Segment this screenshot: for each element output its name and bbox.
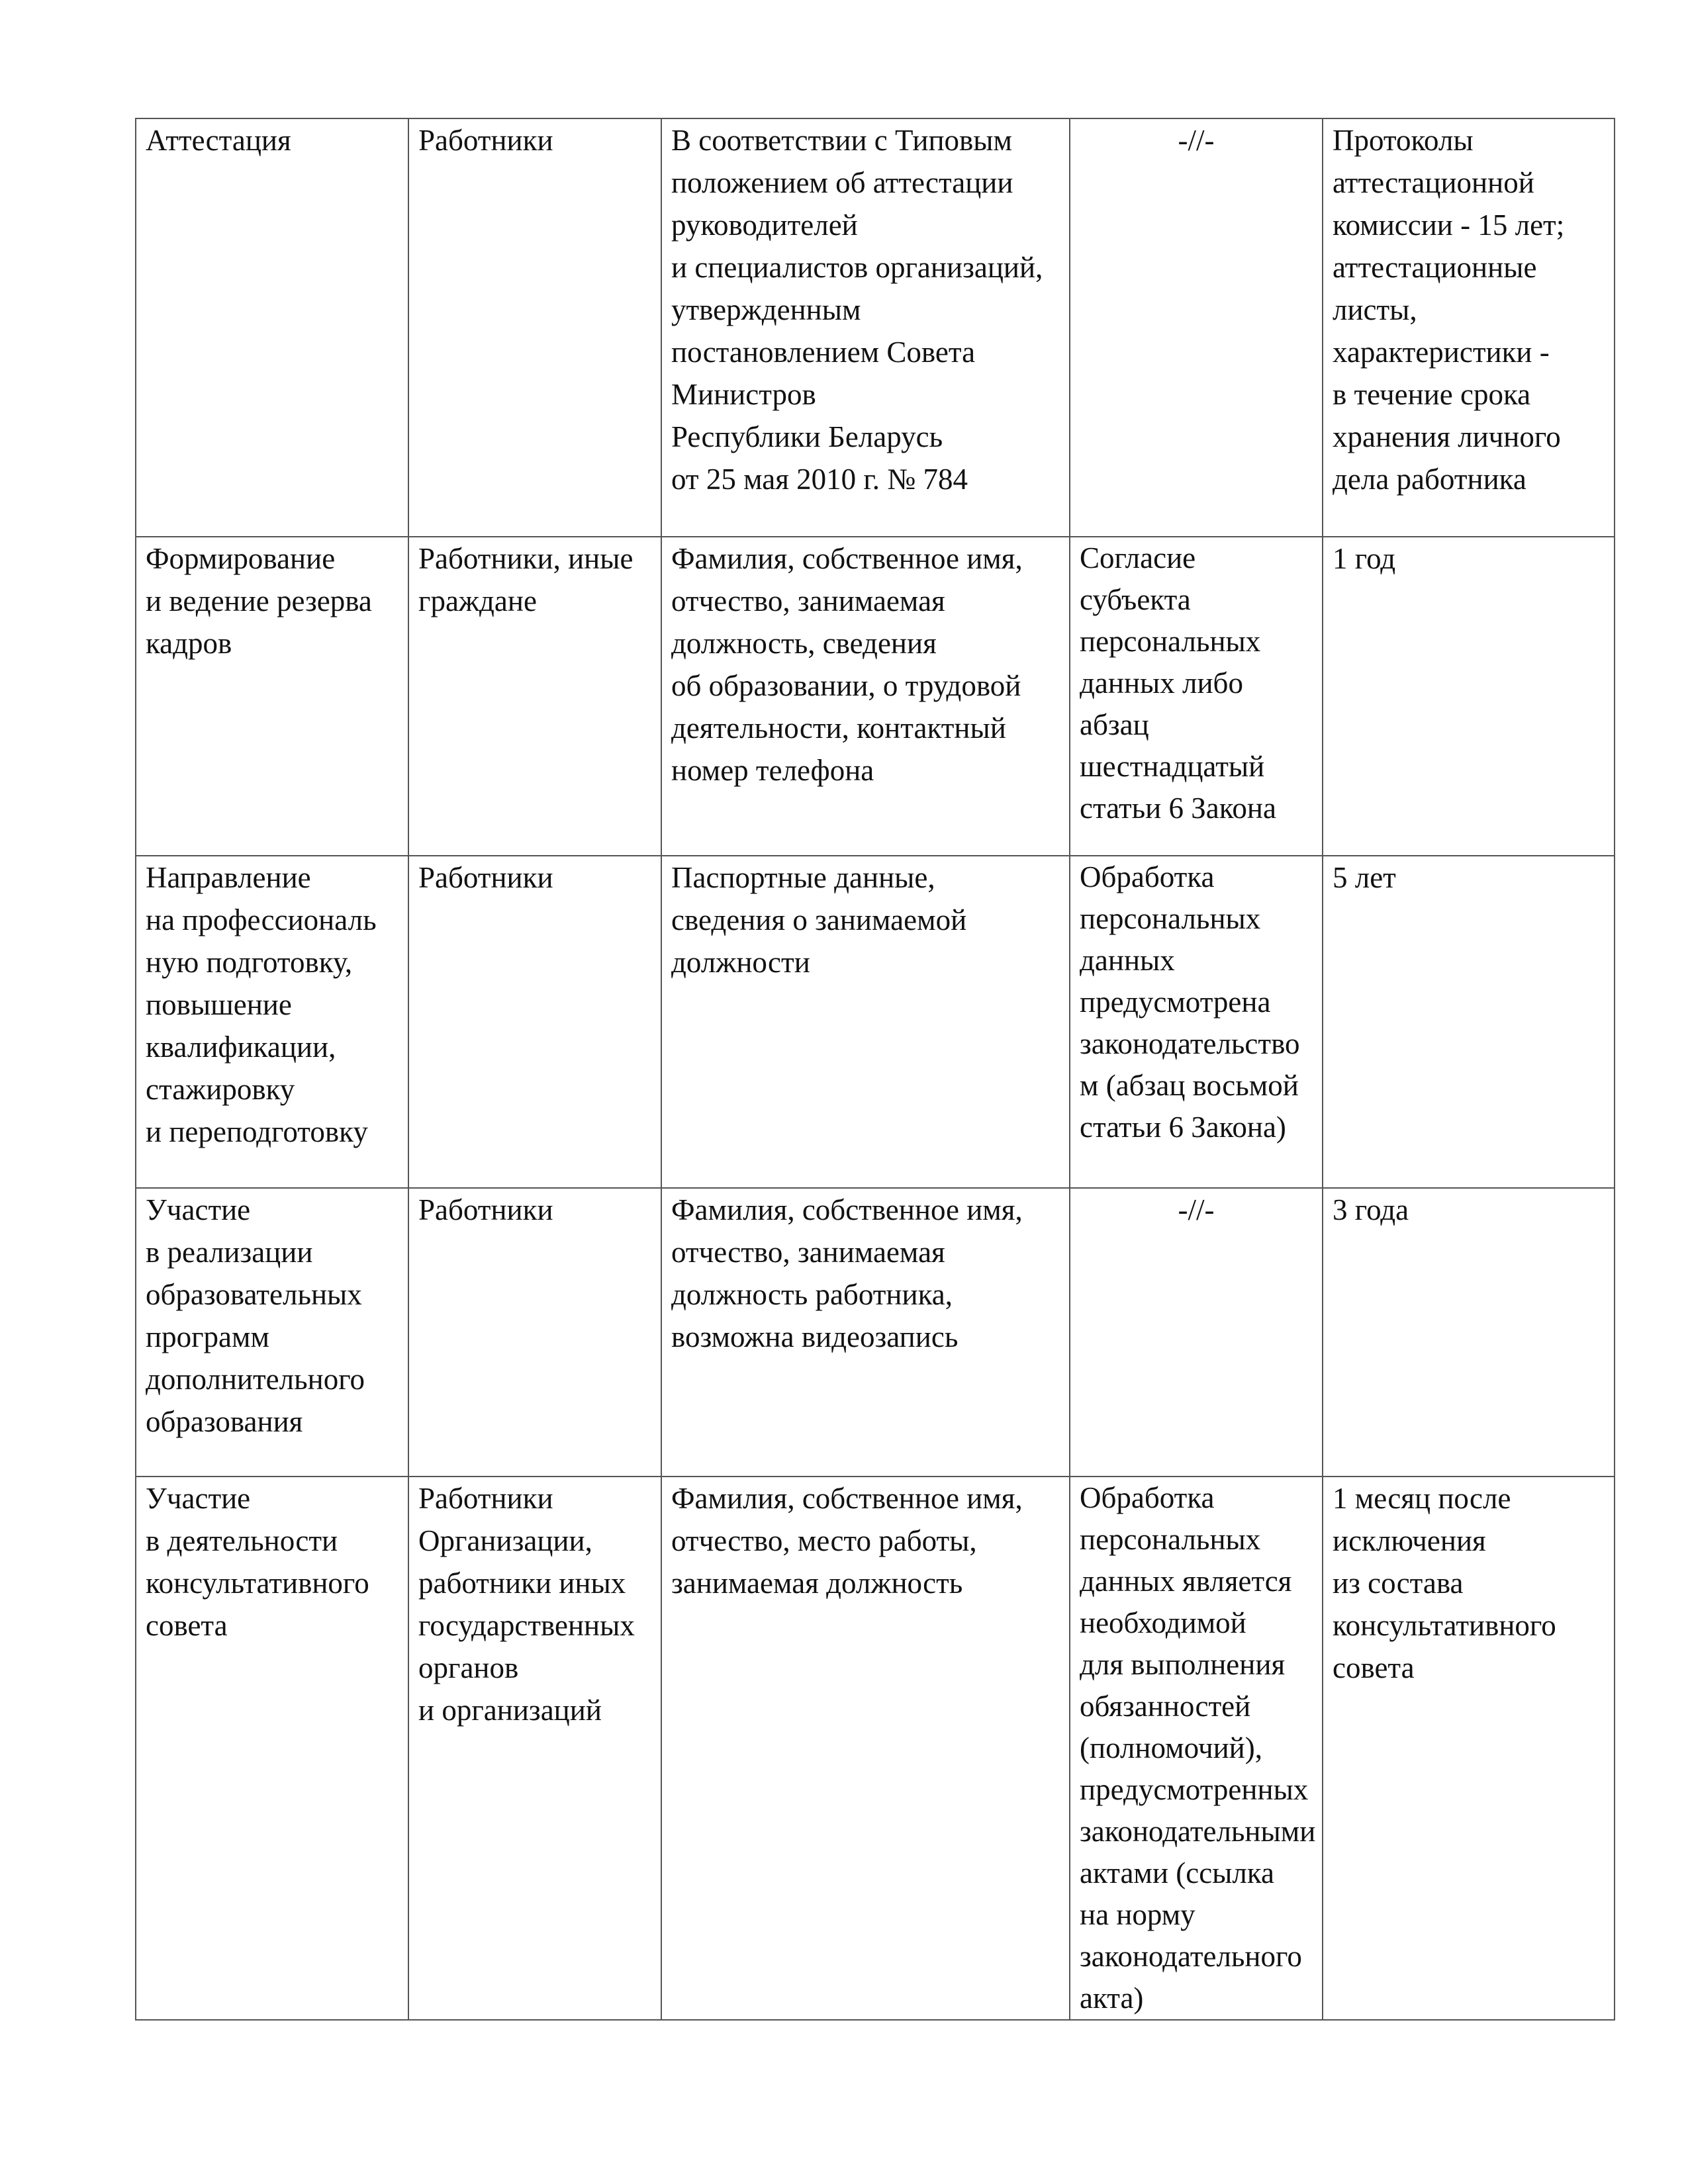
cell-text-line: 1 месяц после <box>1333 1482 1511 1515</box>
cell-text-line: консультативного <box>1333 1609 1556 1642</box>
cell-legal-basis <box>1070 537 1322 829</box>
cell-text-line: обязанностей <box>1080 1690 1251 1723</box>
cell-text-line: комиссии - 15 лет; <box>1333 208 1565 242</box>
cell-personal-data-list <box>662 856 1069 983</box>
cell-text-line: и переподготовку <box>146 1115 368 1148</box>
cell-text-line: положением об аттестации <box>671 166 1013 199</box>
personal-data-table <box>135 118 1615 2021</box>
cell-data-subjects <box>409 856 661 899</box>
cell-text-line: предусмотрена <box>1080 985 1271 1019</box>
cell-text-line: 3 года <box>1333 1193 1409 1226</box>
cell-data-subjects <box>409 1189 661 1231</box>
cell-text-line: консультативного <box>146 1567 369 1600</box>
cell-text-line: Участие <box>146 1193 251 1226</box>
cell-text-line: статьи 6 Закона <box>1080 792 1276 825</box>
cell-legal-basis <box>1070 119 1322 161</box>
cell-storage-term <box>1323 1189 1614 1231</box>
cell-text-line: 1 год <box>1333 542 1396 575</box>
cell-text-line: руководителей <box>671 208 858 242</box>
cell-text-line: государственных <box>418 1609 635 1642</box>
cell-text-line: ную подготовку, <box>146 946 353 979</box>
cell-text-line: и ведение резерва <box>146 584 372 617</box>
cell-text-line: В соответствии с Типовым <box>671 124 1012 157</box>
cell-storage-term <box>1323 1477 1614 1689</box>
cell-text-line: 5 лет <box>1333 861 1396 894</box>
cell-text-line: в реализации <box>146 1236 313 1269</box>
cell-text-line: квалификации, <box>146 1030 336 1064</box>
cell-text-line: акта) <box>1080 1981 1144 2015</box>
cell-text-line: на профессиональ <box>146 903 377 936</box>
cell-text-line: должность работника, <box>671 1278 953 1311</box>
cell-text-line: деятельности, контактный <box>671 711 1006 745</box>
cell-text-line: и специалистов организаций, <box>671 251 1043 284</box>
cell-text-line: Протоколы <box>1333 124 1474 157</box>
cell-text-line: и организаций <box>418 1694 602 1727</box>
cell-text-line: Обработка <box>1080 1481 1215 1514</box>
cell-text-line: образования <box>146 1405 303 1438</box>
cell-processing-purpose <box>136 1189 408 1443</box>
cell-text-line: данных является <box>1080 1565 1292 1598</box>
cell-text-line: должность, сведения <box>671 627 937 660</box>
cell-text-line: Республики Беларусь <box>671 420 943 453</box>
cell-text-line: законодательного <box>1080 1940 1302 1973</box>
cell-text-line: номер телефона <box>671 754 874 787</box>
cell-text-line: статьи 6 Закона) <box>1080 1111 1286 1144</box>
cell-text-line: листы, <box>1333 293 1417 326</box>
cell-text-line: необходимой <box>1080 1606 1246 1639</box>
cell-text-line: должности <box>671 946 810 979</box>
cell-text-line: персональных <box>1080 902 1261 935</box>
cell-text-line: отчество, место работы, <box>671 1524 977 1557</box>
cell-personal-data-list <box>662 1477 1069 1604</box>
cell-text-line: программ <box>146 1320 269 1353</box>
cell-text-line: -//- <box>1178 124 1215 157</box>
cell-text-line: м (абзац восьмой <box>1080 1069 1299 1102</box>
cell-text-line: законодательство <box>1080 1027 1300 1060</box>
cell-text-line: работники иных <box>418 1567 626 1600</box>
cell-text-line: аттестационной <box>1333 166 1534 199</box>
cell-text-line: сведения о занимаемой <box>671 903 967 936</box>
cell-text-line: характеристики - <box>1333 336 1550 369</box>
cell-text-line: совета <box>146 1609 228 1642</box>
cell-text-line: Участие <box>146 1482 251 1515</box>
cell-text-line: предусмотренных <box>1080 1773 1309 1806</box>
cell-personal-data-list <box>662 1189 1069 1358</box>
cell-text-line: Работники, иные <box>418 542 633 575</box>
cell-text-line: Работники <box>418 1482 553 1515</box>
table-row <box>136 537 1615 856</box>
cell-legal-basis <box>1070 1477 1322 2019</box>
cell-text-line: граждане <box>418 584 537 617</box>
table-row <box>136 118 1615 537</box>
cell-text-line: из состава <box>1333 1567 1464 1600</box>
cell-text-line: Фамилия, собственное имя, <box>671 1482 1023 1515</box>
cell-text-line: возможна видеозапись <box>671 1320 959 1353</box>
cell-text-line: дополнительного <box>146 1363 365 1396</box>
cell-text-line: (полномочий), <box>1080 1731 1262 1764</box>
cell-text-line: Обработка <box>1080 860 1215 893</box>
cell-text-line: Формирование <box>146 542 336 575</box>
cell-text-line: в течение срока <box>1333 378 1531 411</box>
cell-text-line: совета <box>1333 1651 1415 1684</box>
cell-text-line: аттестационные <box>1333 251 1537 284</box>
cell-text-line: об образовании, о трудовой <box>671 669 1021 702</box>
cell-text-line: абзац <box>1080 708 1149 741</box>
cell-text-line: от 25 мая 2010 г. № 784 <box>671 463 968 496</box>
cell-text-line: на норму <box>1080 1898 1196 1931</box>
cell-data-subjects <box>409 119 661 161</box>
cell-text-line: в деятельности <box>146 1524 338 1557</box>
cell-text-line: Направление <box>146 861 311 894</box>
cell-text-line: Аттестация <box>146 124 291 157</box>
cell-text-line: отчество, занимаемая <box>671 1236 945 1269</box>
cell-text-line: Согласие <box>1080 541 1196 574</box>
cell-text-line: персональных <box>1080 625 1261 658</box>
table-row <box>136 856 1615 1188</box>
cell-text-line: Министров <box>671 378 816 411</box>
cell-text-line: законодательными <box>1080 1815 1316 1848</box>
cell-personal-data-list <box>662 537 1069 792</box>
cell-text-line: Работники <box>418 1193 553 1226</box>
cell-storage-term <box>1323 537 1614 580</box>
cell-text-line: постановлением Совета <box>671 336 976 369</box>
cell-text-line: Фамилия, собственное имя, <box>671 542 1023 575</box>
cell-processing-purpose <box>136 119 408 161</box>
cell-text-line: персональных <box>1080 1523 1261 1556</box>
cell-text-line: отчество, занимаемая <box>671 584 945 617</box>
cell-text-line: хранения личного <box>1333 420 1561 453</box>
cell-text-line: Фамилия, собственное имя, <box>671 1193 1023 1226</box>
cell-text-line: данных <box>1080 944 1175 977</box>
cell-text-line: Работники <box>418 124 553 157</box>
cell-text-line: дела работника <box>1333 463 1526 496</box>
cell-text-line: кадров <box>146 627 232 660</box>
table-row <box>136 1477 1615 2020</box>
cell-text-line: исключения <box>1333 1524 1486 1557</box>
cell-text-line: Паспортные данные, <box>671 861 935 894</box>
cell-text-line: для выполнения <box>1080 1648 1286 1681</box>
cell-text-line: стажировку <box>146 1073 295 1106</box>
cell-legal-basis <box>1070 1189 1322 1231</box>
cell-storage-term <box>1323 856 1614 899</box>
cell-text-line: занимаемая должность <box>671 1567 963 1600</box>
cell-text-line: образовательных <box>146 1278 362 1311</box>
cell-text-line: данных либо <box>1080 666 1243 700</box>
cell-storage-term <box>1323 119 1614 500</box>
cell-text-line: повышение <box>146 988 292 1021</box>
cell-text-line: Организации, <box>418 1524 592 1557</box>
cell-processing-purpose <box>136 856 408 1153</box>
cell-text-line: Работники <box>418 861 553 894</box>
cell-text-line: шестнадцатый <box>1080 750 1265 783</box>
cell-data-subjects <box>409 537 661 622</box>
cell-data-subjects <box>409 1477 661 1731</box>
cell-personal-data-list <box>662 119 1069 500</box>
cell-text-line: -//- <box>1178 1193 1215 1226</box>
cell-text-line: утвержденным <box>671 293 861 326</box>
cell-text-line: органов <box>418 1651 519 1684</box>
cell-processing-purpose <box>136 537 408 664</box>
cell-text-line: актами (ссылка <box>1080 1856 1275 1889</box>
cell-text-line: субъекта <box>1080 583 1191 616</box>
cell-processing-purpose <box>136 1477 408 1647</box>
cell-legal-basis <box>1070 856 1322 1148</box>
table-row <box>136 1188 1615 1477</box>
